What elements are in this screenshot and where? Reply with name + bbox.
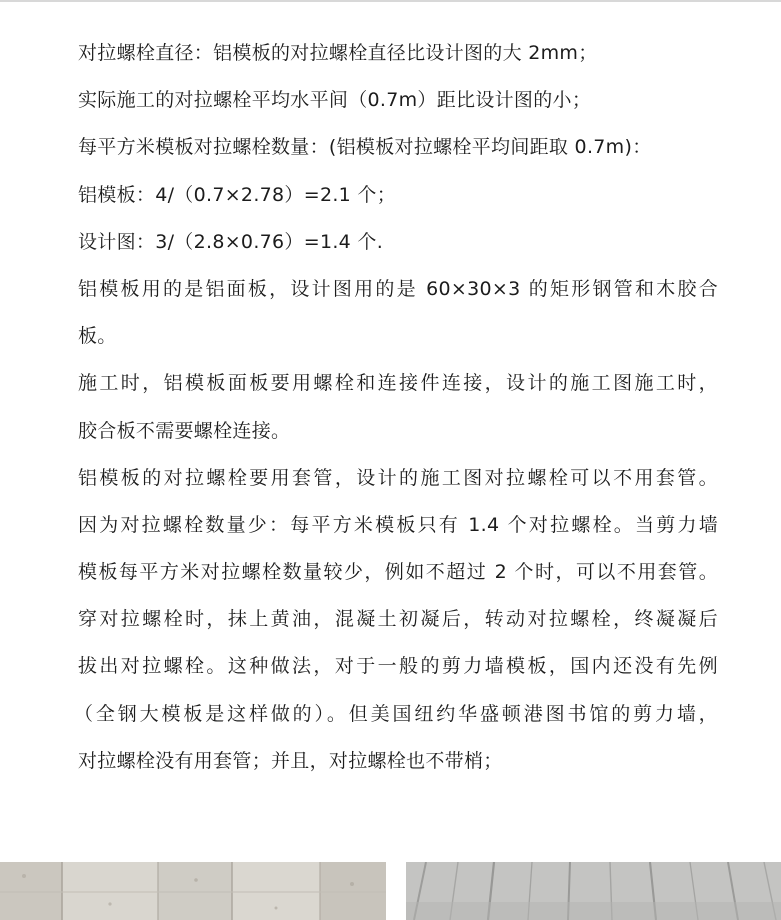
article-body (74, 30, 718, 785)
paragraph-line-4: 铝模板：4/（0.7×2.78）=2.1 个； (78, 183, 397, 206)
concrete-texture-right (406, 862, 781, 920)
paragraph-line-2: 实际施工的对拉螺栓平均水平间（0.7m）距比设计图的小； (78, 89, 592, 112)
paragraph-line-8: 施工时，铝模板面板要用螺栓和连接件连接，设计的施工图施工时， (78, 372, 718, 395)
paragraph-line-9: 胶合板不需要螺栓连接。 (78, 419, 291, 442)
paragraph-line-5: 设计图：3/（2.8×0.76）=1.4 个. (78, 230, 384, 253)
top-divider (0, 0, 781, 2)
paragraph-line-10: 铝模板的对拉螺栓要用套管，设计的施工图对拉螺栓可以不用套管。 (78, 466, 718, 489)
paragraph-line-15: （全钢大模板是这样做的）。但美国纽约华盛顿港图书馆的剪力墙， (74, 702, 718, 725)
concrete-wall-photo-right (406, 862, 781, 920)
paragraph-line-1: 对拉螺栓直径：铝模板的对拉螺栓直径比设计图的大 2mm； (78, 42, 598, 64)
paragraph-line-7: 板。 (78, 325, 117, 348)
paragraph-line-14: 拔出对拉螺栓。这种做法，对于一般的剪力墙模板，国内还没有先例 (78, 655, 718, 678)
paragraph-line-13: 穿对拉螺栓时，抹上黄油，混凝土初凝后，转动对拉螺栓，终凝凝后 (78, 608, 718, 631)
paragraph-line-6: 铝模板用的是铝面板，设计图用的是 60×30×3 的矩形钢管和木胶合 (78, 277, 718, 300)
paragraph-line-16: 对拉螺栓没有用套管；并且，对拉螺栓也不带梢； (78, 749, 503, 772)
concrete-texture-left (0, 862, 386, 920)
paragraph-line-3: 每平方米模板对拉螺栓数量：(铝模板对拉螺栓平均间距取 0.7m)： (78, 136, 652, 159)
paragraph-line-12: 模板每平方米对拉螺栓数量较少，例如不超过 2 个时，可以不用套管。 (78, 561, 718, 584)
paragraph-line-11: 因为对拉螺栓数量少：每平方米模板只有 1.4 个对拉螺栓。当剪力墙 (78, 513, 718, 536)
concrete-wall-photo-left (0, 862, 386, 920)
